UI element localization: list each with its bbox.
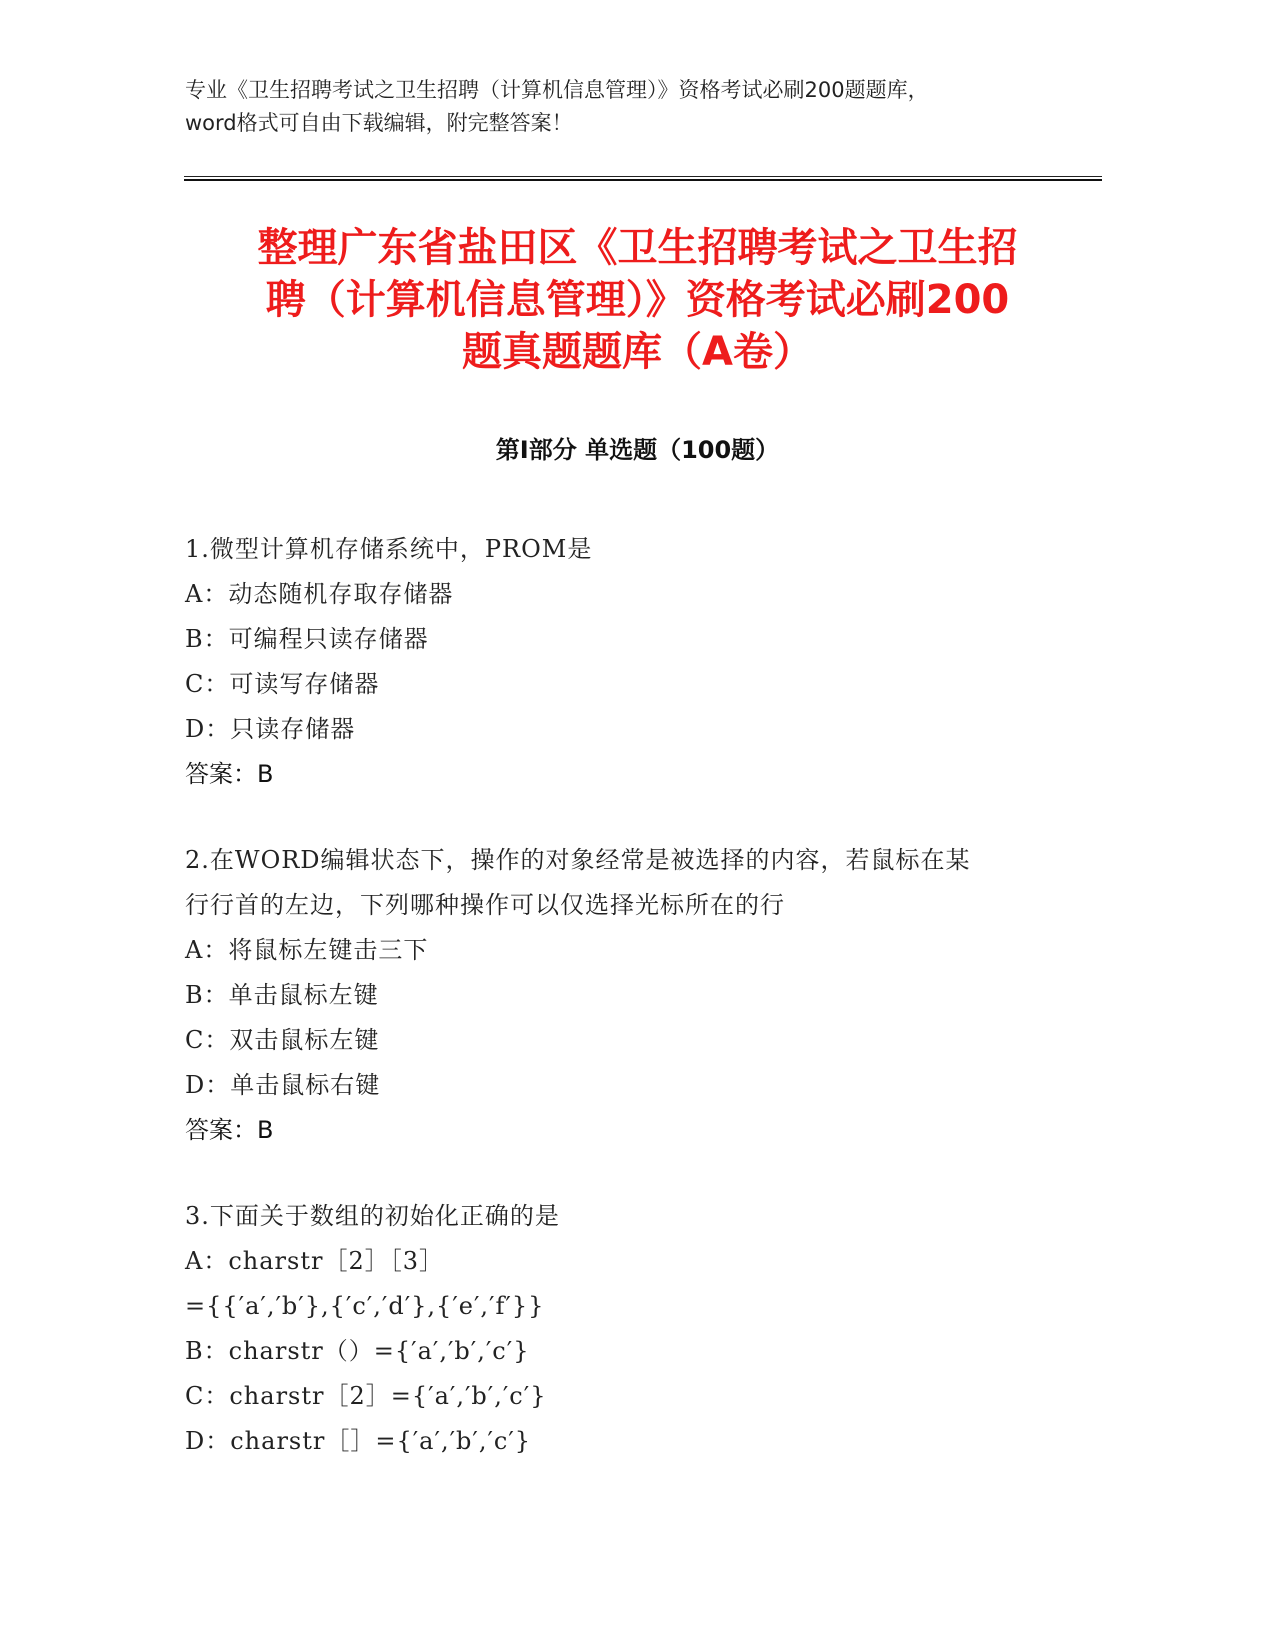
option-b: B：单击鼠标左键 <box>185 981 379 1009</box>
header-divider-thin <box>184 176 1102 177</box>
option-d: D：charstr［］={′a′,′b′,′c′} <box>185 1427 532 1455</box>
question-stem-line-2: 行行首的左边，下列哪种操作可以仅选择光标所在的行 <box>185 891 785 919</box>
document-title-line-1: 整理广东省盐田区《卫生招聘考试之卫生招 <box>257 225 1018 271</box>
question-stem: 1.微型计算机存储系统中，PROM是 <box>185 535 593 563</box>
document-title-line-3: 题真题题库（A卷） <box>462 329 813 375</box>
option-d: D：只读存储器 <box>185 715 356 743</box>
option-b: B：charstr（）={′a′,′b′,′c′} <box>185 1337 530 1365</box>
question-1 <box>185 527 1085 797</box>
document-title <box>185 222 1090 378</box>
section-heading: 第I部分 单选题（100题） <box>495 436 780 464</box>
header-divider-thick <box>184 179 1102 181</box>
option-c: C：可读写存储器 <box>185 670 380 698</box>
question-list <box>185 527 1085 1505</box>
option-c: C：双击鼠标左键 <box>185 1026 380 1054</box>
option-c: C：charstr［2］={′a′,′b′,′c′} <box>185 1382 547 1410</box>
answer: 答案：B <box>185 1116 274 1144</box>
question-stem-line-1: 2.在WORD编辑状态下，操作的对象经常是被选择的内容，若鼠标在某 <box>185 846 971 874</box>
option-d: D：单击鼠标右键 <box>185 1071 381 1099</box>
question-stem: 3.下面关于数组的初始化正确的是 <box>185 1202 560 1230</box>
option-a: A：动态随机存取存储器 <box>185 580 454 608</box>
question-2 <box>185 838 1085 1153</box>
answer: 答案：B <box>185 760 274 788</box>
option-a-continued: ={{′a′,′b′},{′c′,′d′},{′e′,′f′}} <box>185 1292 545 1320</box>
option-a: A：charstr［2］［3］ <box>185 1247 444 1275</box>
option-b: B：可编程只读存储器 <box>185 625 429 653</box>
document-title-line-2: 聘（计算机信息管理）》资格考试必刷200 <box>265 277 1010 323</box>
option-a: A：将鼠标左键击三下 <box>185 936 429 964</box>
header-note-line-2: word格式可自由下载编辑，附完整答案！ <box>185 111 573 135</box>
header-note-line-1: 专业《卫生招聘考试之卫生招聘（计算机信息管理）》资格考试必刷200题题库， <box>185 78 929 102</box>
question-3 <box>185 1194 1085 1464</box>
header-note <box>185 74 1085 140</box>
